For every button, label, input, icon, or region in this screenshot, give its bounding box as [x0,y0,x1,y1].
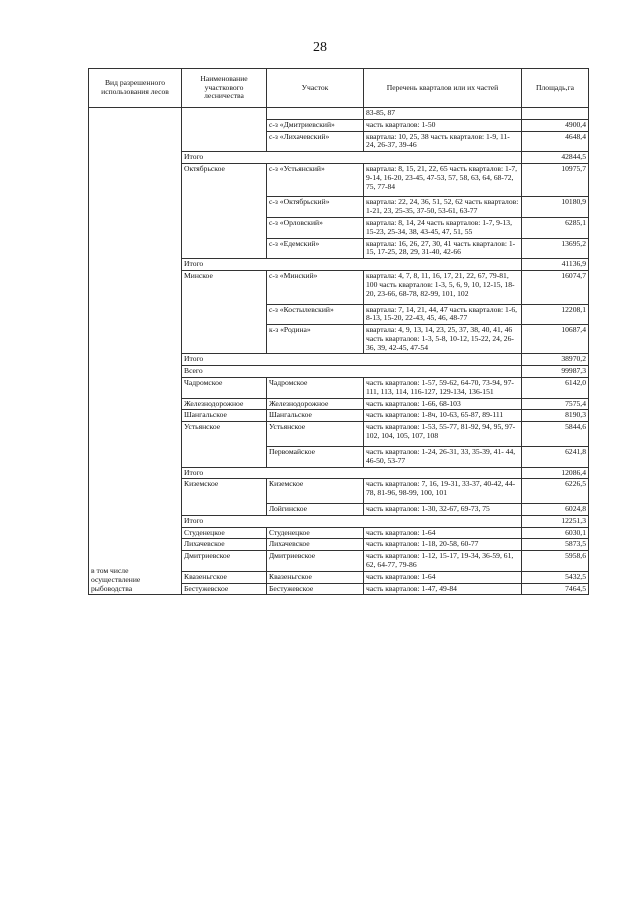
use-type-text: в том числе осуществление рыбоводства [91,566,141,593]
district-cell: Шангальское [182,410,267,422]
area-cell [522,108,589,120]
blocks-cell: часть кварталов: 1-50 [364,119,522,131]
page-number: 28 [313,40,327,55]
forest-blocks-table [88,68,589,595]
blocks-cell: часть кварталов: 1-53, 55-77, 81-92, 94, 95, 97-102, 104, 105, 107, 108 [364,422,522,447]
district-cell: Железнодорожное [182,398,267,410]
blocks-cell: часть кварталов: 1-66, 68-103 [364,398,522,410]
area-cell: 16074,7 [522,271,589,304]
blocks-cell: часть кварталов: 1-24, 26-31, 33, 35-39, 41- 44, 46-50, 53-77 [364,446,522,467]
subtotal-label: Итого [182,259,522,271]
district-cell [182,108,267,152]
area-cell: 10180,9 [522,197,589,218]
area-cell: 7575,4 [522,398,589,410]
header-district: Наименование участкового лесничества [182,69,267,108]
blocks-cell: квартала: 7, 14, 21, 44, 47 часть кварталов: 1-6, 8-13, 15-20, 22-43, 45, 46, 48-77 [364,304,522,325]
area-cell: 6285,1 [522,218,589,239]
use-type-cell [89,108,182,595]
section-cell: Лойгинское [267,504,364,516]
district-cell: Лихачевское [182,539,267,551]
blocks-cell: квартала: 22, 24, 36, 51, 52, 62 часть кварталов: 1-21, 23, 25-35, 37-50, 53-61, 63-77 [364,197,522,218]
area-cell: 6241,8 [522,446,589,467]
area-cell: 6226,5 [522,479,589,504]
subtotal-label: Итого [182,354,522,366]
district-cell: Студенецкое [182,527,267,539]
blocks-cell: квартала: 8, 15, 21, 22, 65 часть кварталов: 1-7, 9-14, 16-20, 23-45, 47-53, 57, 58, 63, 64, 68-72, 75, 77-84 [364,163,522,196]
section-cell: Чадромское [267,378,364,399]
area-cell: 6024,8 [522,504,589,516]
area-cell: 6142,0 [522,378,589,399]
blocks-cell: часть кварталов: 1-47, 49-84 [364,583,522,595]
area-cell: 10975,7 [522,163,589,196]
section-cell: с-з «Костылевский» [267,304,364,325]
subtotal-area: 42844,5 [522,152,589,164]
blocks-cell: часть кварталов: 1-12, 15-17, 19-34, 36-59, 61, 62, 64-77, 79-86 [364,551,522,572]
blocks-cell: квартала: 4, 9, 13, 14, 23, 25, 37, 38, 40, 41, 46 часть кварталов: 1-3, 5-8, 10-12, 15-22, 24, 26-36, 39, 42-45, 47-54 [364,325,522,354]
total-label: Всего [182,366,522,378]
blocks-cell: часть кварталов: 1-8ч, 10-63, 65-87, 89-111 [364,410,522,422]
area-cell: 5958,6 [522,551,589,572]
area-cell: 13695,2 [522,238,589,259]
district-cell: Бестужевское [182,583,267,595]
blocks-cell: квартала: 16, 26, 27, 30, 41 часть кварталов: 1-15, 17-25, 28, 29, 31-40, 42-66 [364,238,522,259]
section-cell: Шангальское [267,410,364,422]
subtotal-area: 12251,3 [522,515,589,527]
section-cell: Первомайское [267,446,364,467]
section-cell: Киземское [267,479,364,504]
area-cell: 8190,3 [522,410,589,422]
blocks-cell: часть кварталов: 1-30, 32-67, 69-73, 75 [364,504,522,516]
section-cell: с-з «Орловский» [267,218,364,239]
header-use-type: Вид разрешенного использования лесов [89,69,182,108]
district-cell: Квазеньгское [182,571,267,583]
section-cell: с-з «Лихачевский» [267,131,364,152]
subtotal-area: 12086,4 [522,467,589,479]
total-area: 99987,3 [522,366,589,378]
district-cell: Дмитриевское [182,551,267,572]
area-cell: 10687,4 [522,325,589,354]
blocks-cell: квартала: 8, 14, 24 часть кварталов: 1-7, 9-13, 15-23, 25-34, 38, 43-45, 47, 51, 55 [364,218,522,239]
table-header-row [89,69,589,108]
blocks-cell: часть кварталов: 7, 16, 19-31, 33-37, 40-42, 44-78, 81-96, 98-99, 100, 101 [364,479,522,504]
section-cell: с-з «Устьянский» [267,163,364,196]
area-cell: 5844,6 [522,422,589,447]
section-cell: Студенецкое [267,527,364,539]
area-cell: 5873,5 [522,539,589,551]
header-blocks: Перечень кварталов или их частей [364,69,522,108]
section-cell: Лихачевское [267,539,364,551]
area-cell: 5432,5 [522,571,589,583]
header-area: Площадь,га [522,69,589,108]
blocks-cell: часть кварталов: 1-64 [364,527,522,539]
area-cell: 4900,4 [522,119,589,131]
district-cell: Устьянское [182,422,267,467]
blocks-cell: квартала: 10, 25, 38 часть кварталов: 1-9, 11-24, 26-37, 39-46 [364,131,522,152]
district-cell: Чадромское [182,378,267,399]
section-cell: Устьянское [267,422,364,447]
subtotal-area: 38970,2 [522,354,589,366]
blocks-cell: часть кварталов: 1-18, 20-58, 60-77 [364,539,522,551]
section-cell: Железнодорожное [267,398,364,410]
area-cell: 4648,4 [522,131,589,152]
section-cell: с-з «Минский» [267,271,364,304]
section-cell: с-з «Едемский» [267,238,364,259]
header-section: Участок [267,69,364,108]
blocks-cell: часть кварталов: 1-64 [364,571,522,583]
district-cell: Октябрьское [182,163,267,258]
section-cell: с-з «Октябрьский» [267,197,364,218]
area-cell: 7464,5 [522,583,589,595]
section-cell: Квазеньгское [267,571,364,583]
subtotal-label: Итого [182,515,522,527]
section-cell: к-з «Родина» [267,325,364,354]
subtotal-label: Итого [182,467,522,479]
blocks-cell: 83-85, 87 [364,108,522,120]
section-cell: с-з «Дмитриевский» [267,119,364,131]
section-cell [267,108,364,120]
area-cell: 6030,1 [522,527,589,539]
section-cell: Бестужевское [267,583,364,595]
area-cell: 12208,1 [522,304,589,325]
section-cell: Дмитриевское [267,551,364,572]
district-cell: Минское [182,271,267,354]
subtotal-area: 41136,9 [522,259,589,271]
blocks-cell: квартала: 4, 7, 8, 11, 16, 17, 21, 22, 67, 79-81, 100 часть кварталов: 1-3, 5, 6, 9, 10, 12-15, 18-20, 23-66, 68-78, 82-99, 101, 102 [364,271,522,304]
district-cell: Киземское [182,479,267,515]
table-row [89,108,589,120]
blocks-cell: часть кварталов: 1-57, 59-62, 64-70, 73-94, 97-111, 113, 114, 116-127, 129-134, 136-151 [364,378,522,399]
subtotal-label: Итого [182,152,522,164]
